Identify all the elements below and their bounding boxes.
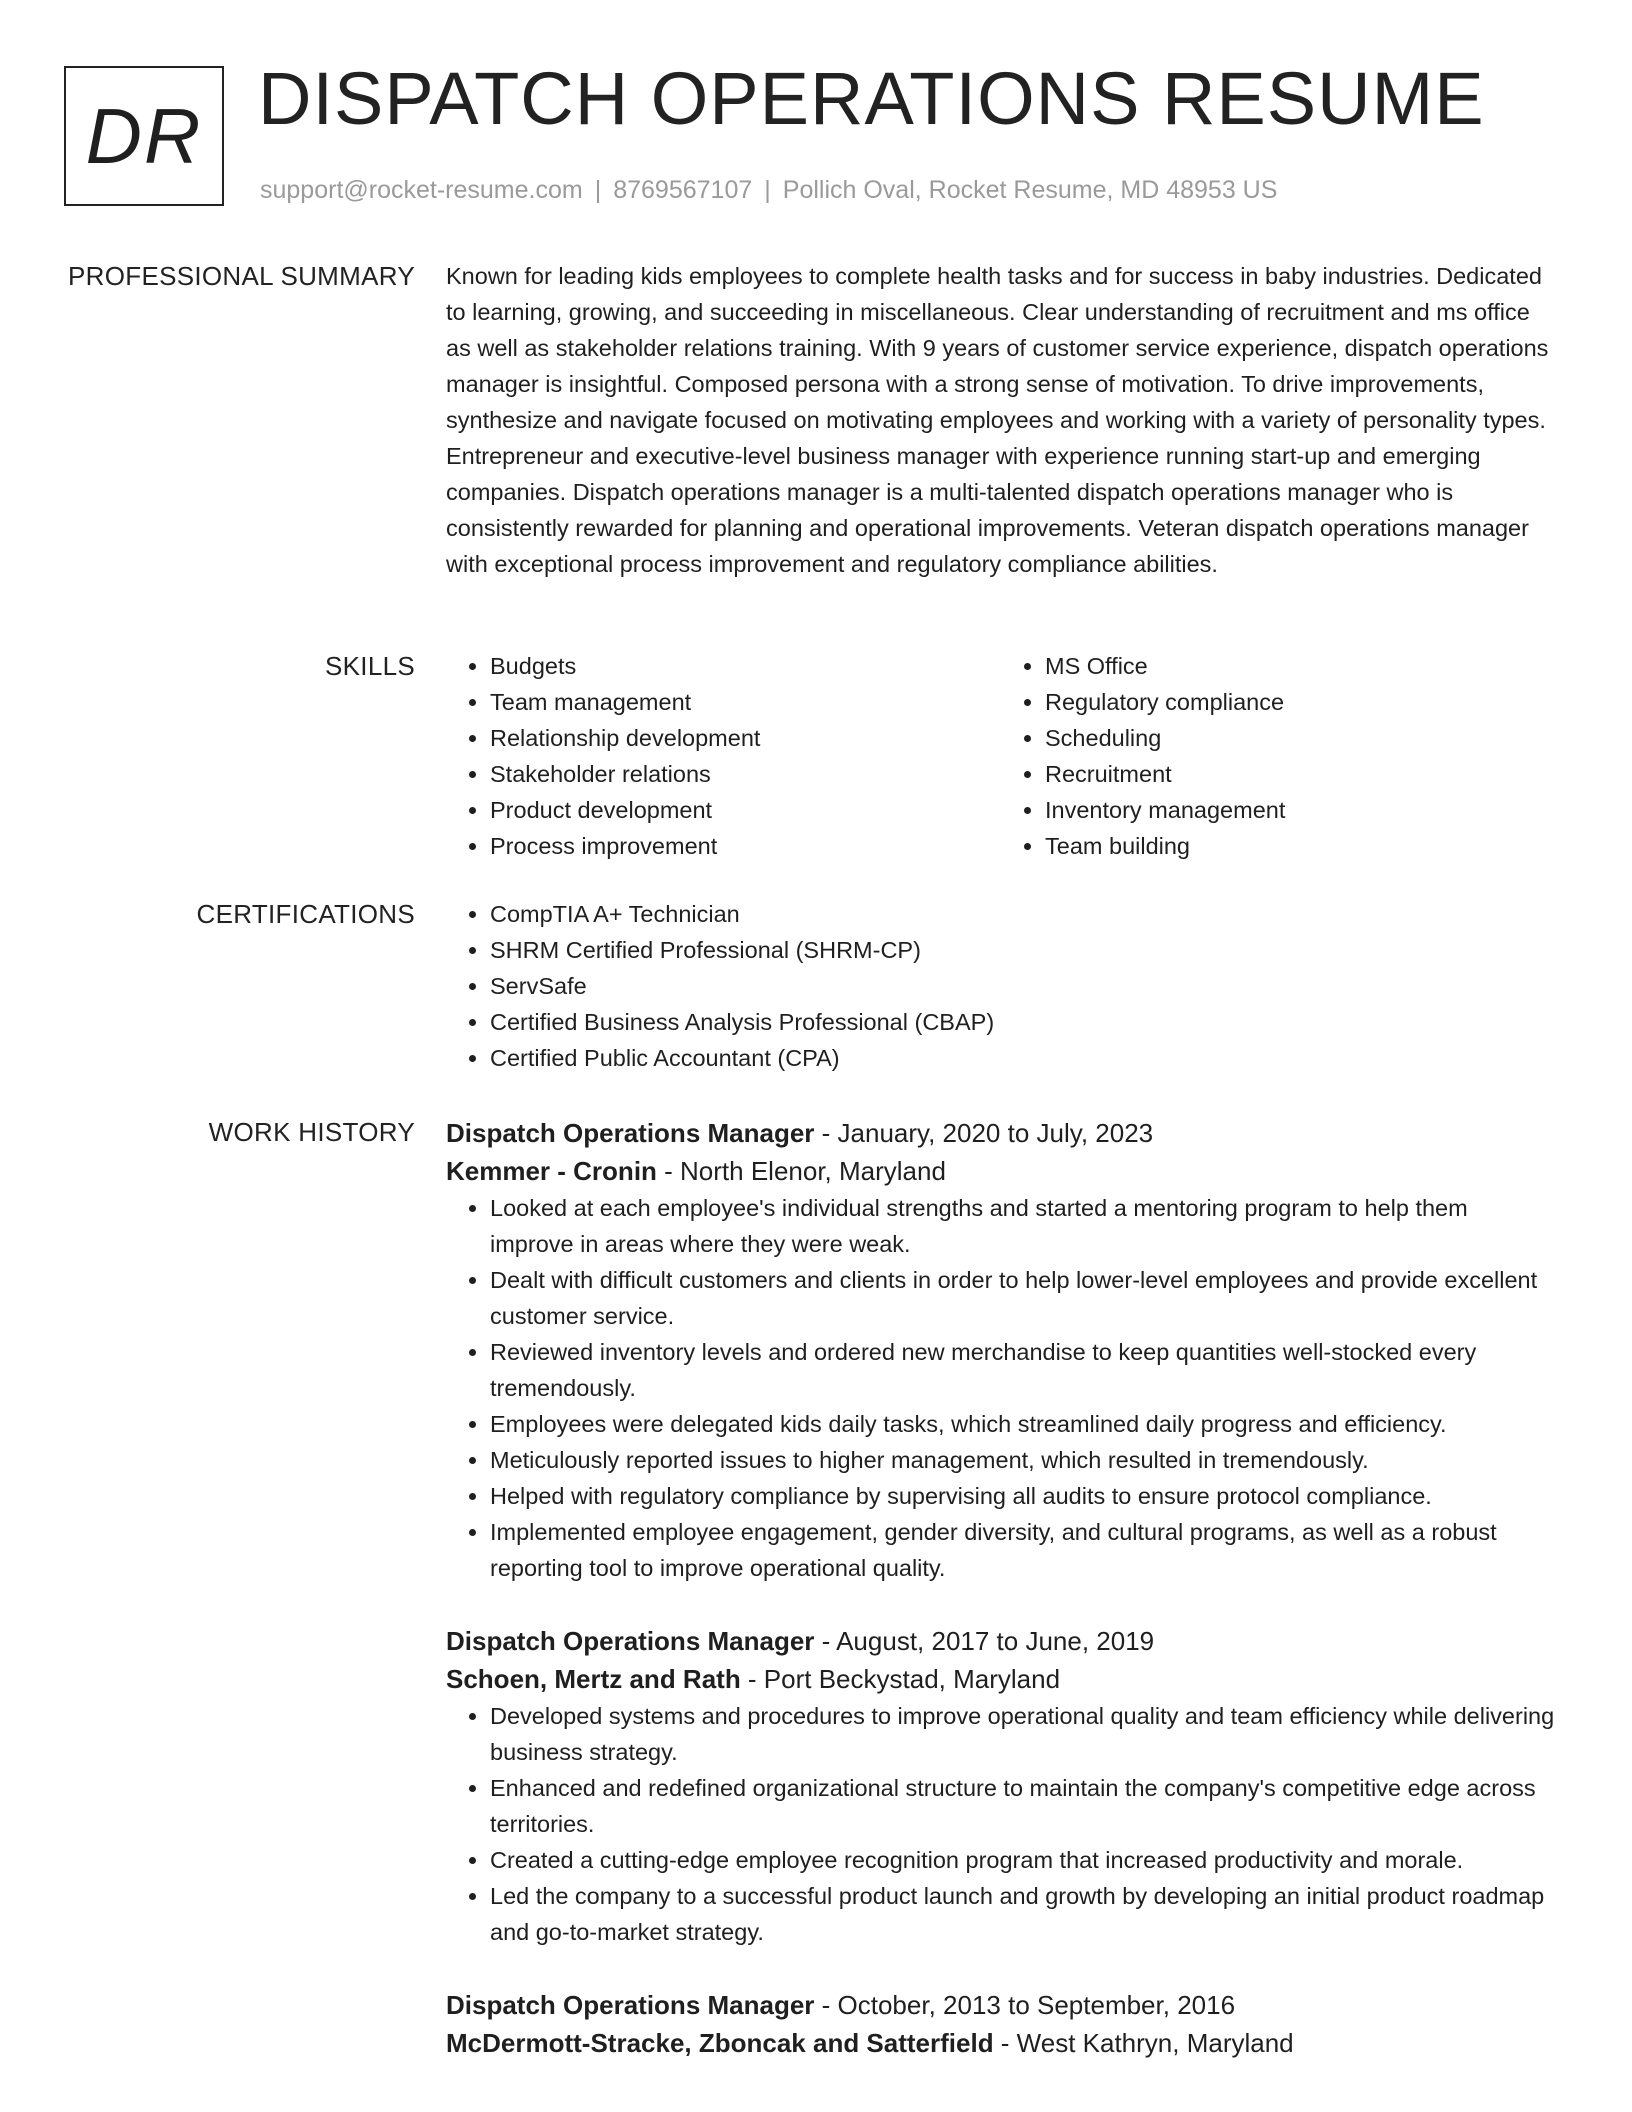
job-bullet: • Helped with regulatory compliance by supervising all audits to ensure protocol compliance. [490, 1478, 1556, 1514]
job-company-line [446, 2024, 1556, 2062]
skill-item: • MS Office [1045, 648, 1556, 684]
job-bullet: • Employees were delegated kids daily tasks, which streamlined daily progress and efficiency. [490, 1406, 1556, 1442]
summary-text: Known for leading kids employees to complete health tasks and for success in baby industries. Dedicated to learning, growing, and succeeding in miscellaneous. Clear understanding of recruitment and ms office as well as stakeholder relations training. With 9 years of customer service experience, dispatch operations manager is insightful. Composed persona with a strong sense of motivation. To drive improvements, synthesize and navigate focused on motivating employees and working with a variety of personality types. Entrepreneur and executive-level business manager with experience running start-up and emerging companies. Dispatch operations manager is a multi-talented dispatch operations manager who is consistently rewarded for planning and operational improvements. Veteran dispatch operations manager with exceptional process improvement and regulatory compliance abilities. [446, 263, 1549, 577]
job-title-line [446, 1622, 1556, 1660]
certifications-heading: CERTIFICATIONS [196, 899, 415, 929]
job-title-line [446, 1986, 1556, 2024]
work-history-body [446, 1114, 1556, 2062]
skill-item: • Recruitment [1045, 756, 1556, 792]
skills-right-list [1001, 648, 1556, 864]
contact-separator: | [594, 176, 602, 204]
job-company: Schoen, Mertz and Rath [446, 1664, 741, 1694]
job-bullet: • Looked at each employee's individual strengths and started a mentoring program to help them improve in areas where they were weak. [490, 1190, 1556, 1262]
skills-grid [446, 648, 1556, 864]
job-title: Dispatch Operations Manager [446, 1118, 815, 1148]
job-dates: - August, 2017 to June, 2019 [814, 1626, 1155, 1656]
job-bullet: • Meticulously reported issues to higher management, which resulted in tremendously. [490, 1442, 1556, 1478]
job-dates: - October, 2013 to September, 2016 [814, 1990, 1236, 2020]
skill-item: • Stakeholder relations [490, 756, 1001, 792]
work-history-heading: WORK HISTORY [208, 1117, 415, 1147]
job-entry [446, 1986, 1556, 2062]
certifications-body [446, 896, 1556, 1076]
skill-item: • Inventory management [1045, 792, 1556, 828]
skill-item: • Budgets [490, 648, 1001, 684]
job-bullet: • Developed systems and procedures to improve operational quality and team efficiency while delivering business strategy. [490, 1698, 1556, 1770]
skill-item: • Team building [1045, 828, 1556, 864]
job-location: - Port Beckystad, Maryland [740, 1664, 1061, 1694]
certification-item: • Certified Business Analysis Professional (CBAP) [490, 1004, 1556, 1040]
job-entry [446, 1114, 1556, 1586]
monogram-box: DR [64, 66, 224, 206]
job-company-line [446, 1152, 1556, 1190]
job-bullet: • Reviewed inventory levels and ordered new merchandise to keep quantities well-stocked every tremendously. [490, 1334, 1556, 1406]
skill-item: • Scheduling [1045, 720, 1556, 756]
skills-heading: SKILLS [325, 651, 415, 681]
job-title-line [446, 1114, 1556, 1152]
job-entry [446, 1622, 1556, 1950]
certification-item: • CompTIA A+ Technician [490, 896, 1556, 932]
contact-line [260, 176, 1277, 205]
job-bullet: • Enhanced and redefined organizational structure to maintain the company's competitive edge across territories. [490, 1770, 1556, 1842]
job-bullet: • Created a cutting-edge employee recognition program that increased productivity and morale. [490, 1842, 1556, 1878]
certification-item: • ServSafe [490, 968, 1556, 1004]
certification-item: • Certified Public Accountant (CPA) [490, 1040, 1556, 1076]
contact-separator: | [764, 176, 771, 204]
job-location: - West Kathryn, Maryland [993, 2028, 1294, 2058]
job-title: Dispatch Operations Manager [446, 1626, 815, 1656]
contact-address: Pollich Oval, Rocket Resume, MD 48953 US [782, 176, 1278, 204]
resume-header [64, 57, 1564, 210]
skills-left-list [446, 648, 1001, 864]
certification-item: • SHRM Certified Professional (SHRM-CP) [490, 932, 1556, 968]
job-location: - North Elenor, Maryland [656, 1156, 946, 1186]
skill-item: • Process improvement [490, 828, 1001, 864]
skills-body [446, 648, 1556, 864]
job-company-line [446, 1660, 1556, 1698]
job-bullets [446, 1698, 1556, 1950]
job-company: McDermott-Stracke, Zboncak and Satterfield [446, 2028, 994, 2058]
job-bullet: • Implemented employee engagement, gender diversity, and cultural programs, as well as a robust reporting tool to improve operational quality. [490, 1514, 1556, 1586]
skill-item: • Product development [490, 792, 1001, 828]
contact-phone: 8769567107 [613, 176, 753, 204]
skill-item: • Regulatory compliance [1045, 684, 1556, 720]
skill-item: • Relationship development [490, 720, 1001, 756]
job-bullet: • Led the company to a successful product launch and growth by developing an initial product roadmap and go-to-market strategy. [490, 1878, 1556, 1950]
job-dates: - January, 2020 to July, 2023 [814, 1118, 1154, 1148]
skill-item: • Team management [490, 684, 1001, 720]
job-company: Kemmer - Cronin [446, 1156, 657, 1186]
contact-email[interactable]: support@rocket-resume.com [260, 176, 583, 204]
summary-heading: PROFESSIONAL SUMMARY [68, 261, 415, 291]
certifications-list [446, 896, 1556, 1076]
page-title: DISPATCH OPERATIONS RESUME [258, 57, 1485, 140]
job-bullet: • Dealt with difficult customers and clients in order to help lower-level employees and provide excellent customer service. [490, 1262, 1556, 1334]
job-bullets [446, 1190, 1556, 1586]
job-title: Dispatch Operations Manager [446, 1990, 815, 2020]
